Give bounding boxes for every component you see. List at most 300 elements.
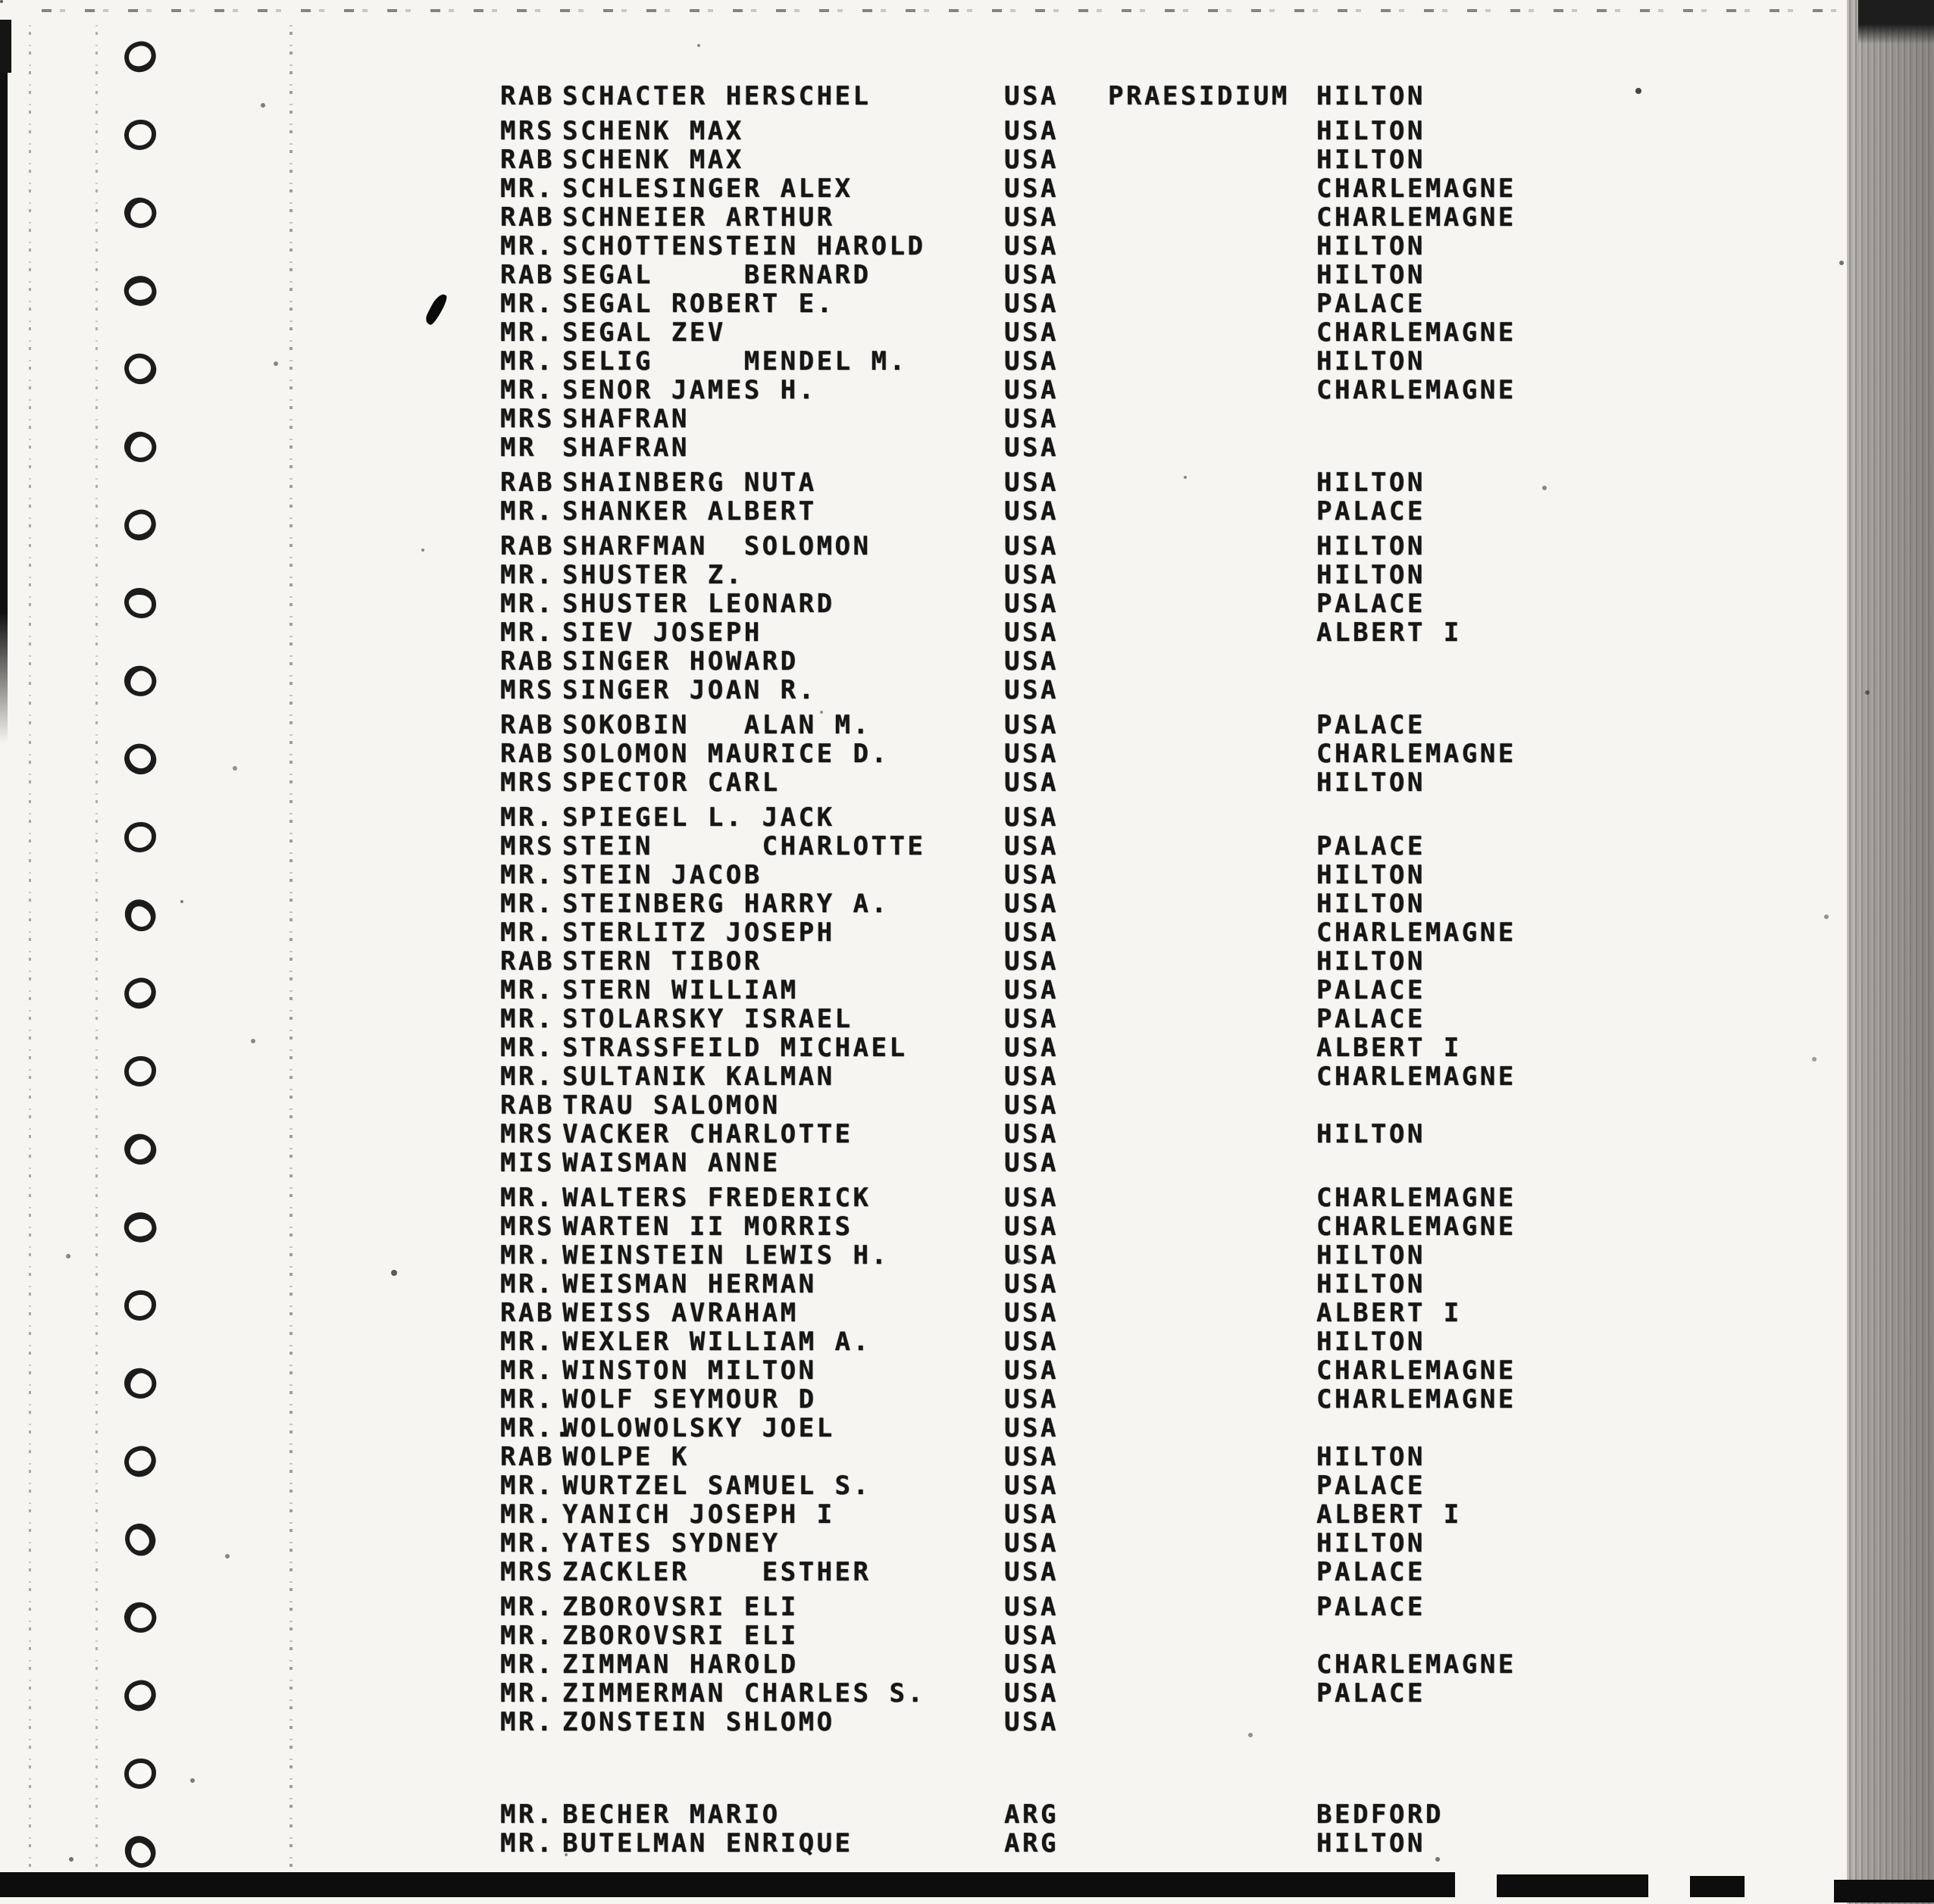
hotel-cell: PALACE <box>1316 710 1425 740</box>
roster-row <box>500 768 1834 797</box>
country-cell: USA <box>1004 174 1059 204</box>
hotel-cell: CHARLEMAGNE <box>1316 739 1516 769</box>
title-cell: MR. <box>500 617 555 648</box>
title-cell: MRS <box>500 768 555 798</box>
role-cell <box>1108 561 1316 589</box>
title-cell: MR. <box>500 1621 555 1651</box>
hotel-cell: CHARLEMAGNE <box>1316 174 1516 204</box>
name-cell: STOLARSKY ISRAEL <box>562 1004 853 1034</box>
role-cell <box>1108 1621 1316 1650</box>
hotel-cell: ALBERT I <box>1316 1033 1462 1063</box>
roster-row <box>500 676 1834 705</box>
name-cell: SHUSTER LEONARD <box>562 589 835 619</box>
name-cell: WEINSTEIN LEWIS H. <box>562 1240 890 1271</box>
role-cell <box>1108 676 1316 705</box>
punch-hole <box>121 1443 160 1480</box>
role-cell <box>1108 832 1316 861</box>
country-cell: USA <box>1004 617 1059 648</box>
country-cell: USA <box>1004 496 1059 527</box>
roster-row <box>500 289 1834 318</box>
roster-row <box>500 1443 1834 1471</box>
scan-speckles <box>0 0 3 3</box>
punch-hole <box>124 1759 156 1789</box>
hotel-cell: HILTON <box>1316 145 1425 175</box>
roster-row <box>500 497 1834 526</box>
role-cell <box>1108 232 1316 261</box>
title-cell: MR. <box>500 560 555 590</box>
name-cell: SCHOTTENSTEIN HAROLD <box>562 231 926 261</box>
title-cell: MRS <box>500 831 555 861</box>
hotel-cell: ALBERT I <box>1316 1499 1462 1530</box>
roster-row <box>500 1593 1834 1621</box>
hotel-cell: HILTON <box>1316 1269 1425 1299</box>
country-cell: USA <box>1004 1269 1059 1299</box>
roster-row <box>500 376 1834 405</box>
hotel-cell: HILTON <box>1316 946 1425 977</box>
roster-row <box>500 1091 1834 1120</box>
country-cell: USA <box>1004 739 1059 769</box>
name-cell: SHAFRAN <box>562 404 690 434</box>
role-cell <box>1108 1299 1316 1327</box>
country-cell: USA <box>1004 831 1059 861</box>
roster-row <box>500 1558 1834 1587</box>
title-cell: MR. <box>500 496 555 527</box>
punch-hole <box>121 1208 160 1246</box>
title-cell: RAB <box>500 946 555 977</box>
country-cell: USA <box>1004 1413 1059 1443</box>
title-cell: MR. <box>500 1592 555 1622</box>
hotel-cell: CHARLEMAGNE <box>1316 1211 1516 1242</box>
role-cell <box>1108 589 1316 618</box>
ink-pen-mark <box>424 292 449 327</box>
name-cell: SCHACTER HERSCHEL <box>562 81 872 111</box>
name-cell: WINSTON MILTON <box>562 1355 817 1386</box>
roster-row <box>500 1529 1834 1558</box>
name-cell: YATES SYDNEY <box>562 1528 781 1559</box>
hotel-cell <box>1316 433 1834 462</box>
country-cell: USA <box>1004 560 1059 590</box>
punch-hole <box>118 347 162 391</box>
role-cell <box>1108 497 1316 526</box>
name-cell: SULTANIK KALMAN <box>562 1061 835 1092</box>
roster-row <box>500 1471 1834 1500</box>
country-cell: USA <box>1004 375 1059 405</box>
hotel-cell <box>1316 647 1834 676</box>
country-cell: USA <box>1004 289 1059 319</box>
role-cell <box>1108 768 1316 797</box>
title-cell: MR. <box>500 1033 555 1063</box>
title-cell: MR. <box>500 1499 555 1530</box>
name-cell: WEISMAN HERMAN <box>562 1269 817 1299</box>
title-cell: MR. <box>500 860 555 890</box>
name-cell: STEIN JACOB <box>562 860 762 890</box>
punch-hole <box>121 974 160 1012</box>
title-cell: MR.. <box>500 1413 573 1443</box>
name-cell: SENOR JAMES H. <box>562 375 817 405</box>
hotel-cell <box>1316 1091 1834 1120</box>
roster-row <box>500 433 1834 462</box>
punch-hole <box>121 38 160 76</box>
role-cell <box>1108 711 1316 739</box>
roster-row <box>500 405 1834 433</box>
name-cell: ZONSTEIN SHLOMO <box>562 1707 835 1737</box>
name-cell: SHANKER ALBERT <box>562 496 817 527</box>
hotel-cell: PALACE <box>1316 831 1425 861</box>
hotel-cell: HILTON <box>1316 531 1425 561</box>
country-cell: USA <box>1004 1384 1059 1415</box>
punch-holes-column <box>0 0 182 1904</box>
role-cell <box>1108 1829 1316 1858</box>
country-cell: USA <box>1004 589 1059 619</box>
country-cell: USA <box>1004 1442 1059 1472</box>
roster-row <box>500 145 1834 174</box>
title-cell: MR. <box>500 1471 555 1501</box>
name-cell: STEIN CHARLOTTE <box>562 831 926 861</box>
title-cell: MRS <box>500 404 555 434</box>
hotel-cell: PALACE <box>1316 975 1425 1005</box>
role-cell <box>1108 376 1316 405</box>
role-cell <box>1108 318 1316 347</box>
hotel-cell <box>1316 803 1834 832</box>
roster-row <box>500 976 1834 1005</box>
title-cell: MR. <box>500 1355 555 1386</box>
roster-row <box>500 739 1834 768</box>
hotel-cell: CHARLEMAGNE <box>1316 317 1516 348</box>
scan-bottom-bar <box>0 1872 1455 1897</box>
country-cell: USA <box>1004 918 1059 948</box>
name-cell: SCHLESINGER ALEX <box>562 174 853 204</box>
name-cell: WOLOWOLSKY JOEL <box>562 1413 835 1443</box>
country-cell: USA <box>1004 404 1059 434</box>
roster-row <box>500 1299 1834 1327</box>
hotel-cell: CHARLEMAGNE <box>1316 1384 1516 1415</box>
name-cell: WEISS AVRAHAM <box>562 1298 799 1328</box>
hotel-cell: CHARLEMAGNE <box>1316 1183 1516 1213</box>
title-cell: MR <box>500 433 537 463</box>
punch-hole <box>121 506 160 544</box>
name-cell: STEINBERG HARRY A. <box>562 889 890 919</box>
name-cell: WARTEN II MORRIS <box>562 1211 853 1242</box>
title-cell: RAB <box>500 1442 555 1472</box>
hotel-cell: PALACE <box>1316 1471 1425 1501</box>
name-cell: SHAINBERG NUTA <box>562 467 817 498</box>
title-cell: MR. <box>500 1649 555 1680</box>
title-cell: RAB <box>500 260 555 290</box>
hotel-cell <box>1316 1149 1834 1177</box>
punch-hole <box>124 1290 156 1321</box>
title-cell: MR. <box>500 1327 555 1357</box>
country-cell: USA <box>1004 346 1059 377</box>
role-cell <box>1108 1593 1316 1621</box>
title-cell: RAB <box>500 739 555 769</box>
hotel-cell: HILTON <box>1316 1119 1425 1149</box>
country-cell: USA <box>1004 1499 1059 1530</box>
hotel-cell: HILTON <box>1316 889 1425 919</box>
role-cell <box>1108 1033 1316 1062</box>
roster-row <box>500 347 1834 376</box>
hotel-cell: PALACE <box>1316 496 1425 527</box>
name-cell: SHARFMAN SOLOMON <box>562 531 872 561</box>
roster-row <box>500 203 1834 232</box>
roster-row <box>500 82 1834 111</box>
country-cell: ARG <box>1004 1828 1059 1859</box>
country-cell: USA <box>1004 1183 1059 1213</box>
roster-row <box>500 1679 1834 1708</box>
punch-hole <box>119 192 161 233</box>
title-cell: MR. <box>500 346 555 377</box>
roster-row <box>500 1650 1834 1679</box>
country-cell: USA <box>1004 1557 1059 1587</box>
country-cell: USA <box>1004 1678 1059 1709</box>
roster-row <box>500 1270 1834 1299</box>
title-cell: MR. <box>500 1183 555 1213</box>
country-cell: USA <box>1004 1033 1059 1063</box>
punch-hole <box>121 1677 160 1715</box>
hotel-cell: HILTON <box>1316 1240 1425 1271</box>
title-cell: MR. <box>500 1004 555 1034</box>
name-cell: SHUSTER Z. <box>562 560 744 590</box>
hotel-cell: CHARLEMAGNE <box>1316 1355 1516 1386</box>
punch-hole <box>119 426 161 467</box>
country-cell: USA <box>1004 433 1059 463</box>
role-cell <box>1108 1471 1316 1500</box>
roster-row <box>500 561 1834 589</box>
roster-row <box>500 1241 1834 1270</box>
roster-row <box>500 1621 1834 1650</box>
hotel-cell: PALACE <box>1316 1592 1425 1622</box>
name-cell: WOLPE K <box>562 1442 690 1472</box>
title-cell: MR. <box>500 1678 555 1709</box>
scanner-edge-dark-corner <box>1858 0 1934 44</box>
punch-hole <box>121 272 160 310</box>
country-cell: USA <box>1004 1707 1059 1737</box>
title-cell: MR. <box>500 375 555 405</box>
name-cell: TRAU SALOMON <box>562 1090 781 1121</box>
title-cell: MR. <box>500 1269 555 1299</box>
role-cell <box>1108 647 1316 676</box>
country-cell: USA <box>1004 1649 1059 1680</box>
title-cell: MRS <box>500 116 555 146</box>
role-cell <box>1108 203 1316 232</box>
role-cell <box>1108 947 1316 976</box>
roster-row <box>500 918 1834 947</box>
roster-row <box>500 1062 1834 1091</box>
title-cell: MRS <box>500 1119 555 1149</box>
roster-row <box>500 1149 1834 1177</box>
title-cell: MIS <box>500 1148 555 1178</box>
roster-row <box>500 589 1834 618</box>
roster-row <box>500 117 1834 145</box>
role-cell <box>1108 261 1316 289</box>
hotel-cell: PALACE <box>1316 1678 1425 1709</box>
roster-row <box>500 1414 1834 1443</box>
name-cell: SPECTOR CARL <box>562 768 781 798</box>
hotel-cell: HILTON <box>1316 260 1425 290</box>
country-cell: USA <box>1004 768 1059 798</box>
name-cell: SINGER JOAN R. <box>562 675 817 705</box>
binding-dotted-line <box>289 23 293 1887</box>
roster-row <box>500 1327 1834 1356</box>
name-cell: SPIEGEL L. JACK <box>562 802 835 833</box>
hotel-cell: HILTON <box>1316 116 1425 146</box>
hotel-cell: ALBERT I <box>1316 617 1462 648</box>
role-cell <box>1108 1385 1316 1414</box>
punch-hole <box>118 1518 162 1562</box>
punch-hole <box>124 120 156 150</box>
country-cell: USA <box>1004 531 1059 561</box>
name-cell: SELIG MENDEL M. <box>562 346 908 377</box>
role-cell <box>1108 618 1316 647</box>
hotel-cell: HILTON <box>1316 1327 1425 1357</box>
role-cell <box>1108 889 1316 918</box>
name-cell: VACKER CHARLOTTE <box>562 1119 853 1149</box>
title-cell: MRS <box>500 1211 555 1242</box>
role-cell <box>1108 1800 1316 1829</box>
role-cell <box>1108 1091 1316 1120</box>
name-cell: SEGAL ROBERT E. <box>562 289 835 319</box>
role-cell <box>1108 976 1316 1005</box>
country-cell: USA <box>1004 860 1059 890</box>
title-cell: MR. <box>500 1707 555 1737</box>
hotel-cell <box>1316 1414 1834 1443</box>
title-cell: MR. <box>500 1240 555 1271</box>
role-cell <box>1108 1443 1316 1471</box>
punch-hole <box>118 737 162 781</box>
role-cell <box>1108 433 1316 462</box>
role-cell <box>1108 117 1316 145</box>
name-cell: SCHENK MAX <box>562 116 744 146</box>
role-cell <box>1108 145 1316 174</box>
role-cell <box>1108 1558 1316 1587</box>
country-cell: USA <box>1004 1061 1059 1092</box>
name-cell: STERN TIBOR <box>562 946 762 977</box>
role-cell <box>1108 1183 1316 1212</box>
country-cell: USA <box>1004 1592 1059 1622</box>
hotel-cell: PALACE <box>1316 589 1425 619</box>
name-cell: SOKOBIN ALAN M. <box>562 710 872 740</box>
role-cell <box>1108 1120 1316 1149</box>
role-cell <box>1108 918 1316 947</box>
country-cell: ARG <box>1004 1799 1059 1830</box>
hotel-cell: HILTON <box>1316 560 1425 590</box>
country-cell: USA <box>1004 802 1059 833</box>
roster-row <box>500 318 1834 347</box>
title-cell: RAB <box>500 531 555 561</box>
title-cell: MR. <box>500 1384 555 1415</box>
punch-hole <box>124 822 156 852</box>
role-cell: PRAESIDIUM <box>1108 81 1290 111</box>
roster-row <box>500 947 1834 976</box>
role-cell <box>1108 1005 1316 1033</box>
roster-row <box>500 1708 1834 1737</box>
country-cell: USA <box>1004 1211 1059 1242</box>
role-cell <box>1108 1356 1316 1385</box>
title-cell: RAB <box>500 646 555 677</box>
role-cell <box>1108 174 1316 203</box>
roster-row <box>500 468 1834 497</box>
roster-row <box>500 1356 1834 1385</box>
name-cell: BUTELMAN ENRIQUE <box>562 1828 853 1859</box>
punch-hole <box>124 1056 156 1086</box>
name-cell: STERN WILLIAM <box>562 975 799 1005</box>
country-cell: USA <box>1004 202 1059 233</box>
name-cell: STERLITZ JOSEPH <box>562 918 835 948</box>
roster-row <box>500 261 1834 289</box>
name-cell: ZIMMAN HAROLD <box>562 1649 799 1680</box>
hotel-cell: HILTON <box>1316 346 1425 377</box>
punch-hole <box>119 894 161 936</box>
roster-row <box>500 232 1834 261</box>
country-cell: USA <box>1004 1471 1059 1501</box>
roster-row <box>500 1183 1834 1212</box>
name-cell: WEXLER WILLIAM A. <box>562 1327 872 1357</box>
role-cell <box>1108 803 1316 832</box>
hotel-cell: HILTON <box>1316 860 1425 890</box>
roster-row <box>500 889 1834 918</box>
hotel-cell: CHARLEMAGNE <box>1316 918 1516 948</box>
role-cell <box>1108 1708 1316 1737</box>
scan-bottom-bar <box>1834 1880 1934 1902</box>
delegate-roster <box>500 82 1834 1858</box>
role-cell <box>1108 1500 1316 1529</box>
country-cell: USA <box>1004 710 1059 740</box>
country-cell: USA <box>1004 1528 1059 1559</box>
hotel-cell: PALACE <box>1316 1557 1425 1587</box>
role-cell <box>1108 1062 1316 1091</box>
role-cell <box>1108 861 1316 889</box>
name-cell: SOLOMON MAURICE D. <box>562 739 890 769</box>
scan-bottom-bar <box>1690 1876 1745 1897</box>
punch-hole <box>119 660 161 702</box>
roster-row <box>500 1500 1834 1529</box>
title-cell: MR. <box>500 975 555 1005</box>
title-cell: RAB <box>500 1298 555 1328</box>
role-cell <box>1108 532 1316 561</box>
role-cell <box>1108 405 1316 433</box>
hotel-cell: HILTON <box>1316 1528 1425 1559</box>
roster-row <box>500 861 1834 889</box>
country-cell: USA <box>1004 116 1059 146</box>
title-cell: MR. <box>500 231 555 261</box>
name-cell: SEGAL ZEV <box>562 317 726 348</box>
country-cell: USA <box>1004 889 1059 919</box>
title-cell: MR. <box>500 889 555 919</box>
role-cell <box>1108 1529 1316 1558</box>
name-cell: SINGER HOWARD <box>562 646 799 677</box>
country-cell: USA <box>1004 231 1059 261</box>
roster-row <box>500 647 1834 676</box>
name-cell: SHAFRAN <box>562 433 690 463</box>
punch-hole <box>124 588 156 618</box>
name-cell: SCHENK MAX <box>562 145 744 175</box>
title-cell: MR. <box>500 174 555 204</box>
country-cell: USA <box>1004 646 1059 677</box>
hotel-cell: HILTON <box>1316 467 1425 498</box>
role-cell <box>1108 347 1316 376</box>
country-cell: USA <box>1004 145 1059 175</box>
name-cell: ZBOROVSRI ELI <box>562 1621 799 1651</box>
role-cell <box>1108 1414 1316 1443</box>
hotel-cell: HILTON <box>1316 81 1425 111</box>
country-cell: USA <box>1004 1298 1059 1328</box>
hotel-cell <box>1316 1708 1834 1737</box>
country-cell: USA <box>1004 1327 1059 1357</box>
country-cell: USA <box>1004 1240 1059 1271</box>
country-cell: USA <box>1004 81 1059 111</box>
title-cell: RAB <box>500 467 555 498</box>
title-cell: RAB <box>500 1090 555 1121</box>
country-cell: USA <box>1004 1004 1059 1034</box>
